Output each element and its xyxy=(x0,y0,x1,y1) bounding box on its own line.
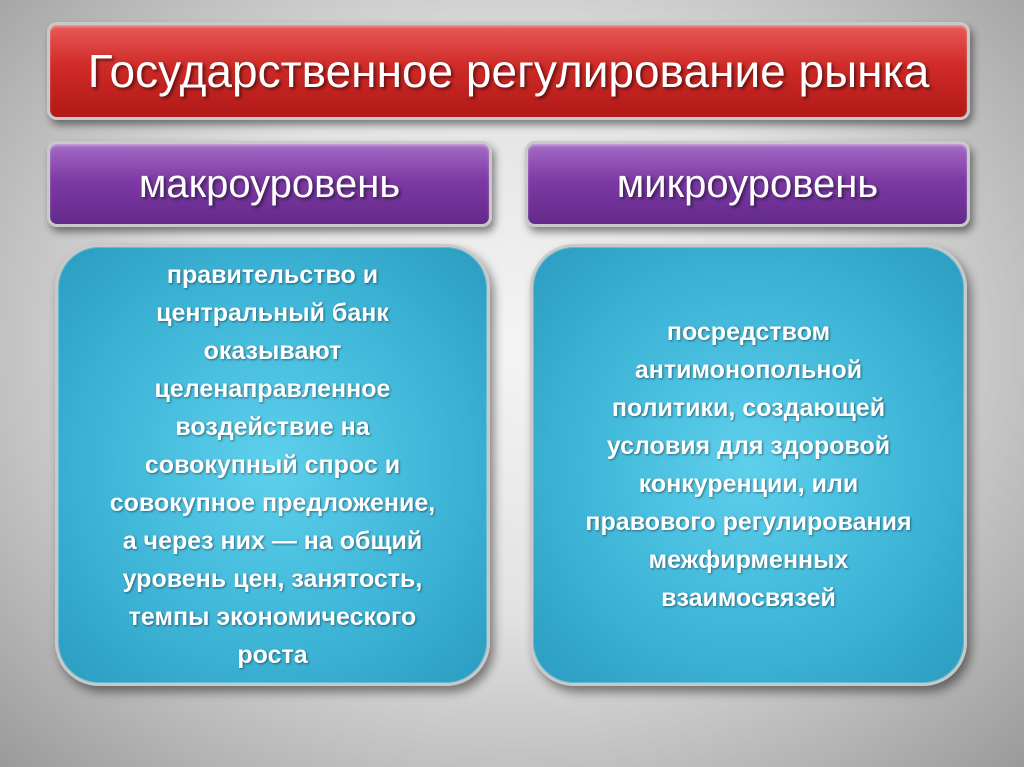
macro-description-line: совокупное предложение, xyxy=(109,489,436,517)
macro-level-box xyxy=(47,141,492,227)
macro-description-line: уровень цен, занятость, xyxy=(122,565,423,593)
macro-level-heading: макроуровень xyxy=(138,161,401,206)
macro-description xyxy=(110,256,435,674)
macro-description-box xyxy=(55,244,490,686)
macro-description-line: а через них — на общий xyxy=(122,527,423,555)
micro-description-box xyxy=(530,244,967,686)
macro-description-line: оказывают xyxy=(203,337,342,365)
macro-description-line: целенаправленное xyxy=(154,375,391,403)
micro-description xyxy=(585,313,911,617)
micro-description-line: взаимосвязей xyxy=(661,584,836,612)
micro-level-heading: микроуровень xyxy=(616,161,879,206)
micro-description-line: условия для здоровой xyxy=(606,432,891,460)
title-box xyxy=(47,22,970,120)
macro-description-line: центральный банк xyxy=(156,299,389,327)
micro-description-line: правового регулирования xyxy=(585,508,912,536)
micro-description-line: антимонопольной xyxy=(634,356,863,384)
macro-description-line: роста xyxy=(237,641,308,669)
macro-description-line: воздействие на xyxy=(175,413,370,441)
micro-description-line: политики, создающей xyxy=(611,394,886,422)
macro-description-line: совокупный спрос и xyxy=(144,451,401,479)
diagram-title: Государственное регулирование рынка xyxy=(87,45,930,97)
micro-description-line: посредством xyxy=(666,318,831,346)
micro-level-box xyxy=(525,141,970,227)
micro-description-line: конкуренции, или xyxy=(638,470,859,498)
macro-description-line: правительство и xyxy=(166,261,379,289)
micro-description-line: межфирменных xyxy=(648,546,849,574)
macro-description-line: темпы экономического xyxy=(128,603,417,631)
